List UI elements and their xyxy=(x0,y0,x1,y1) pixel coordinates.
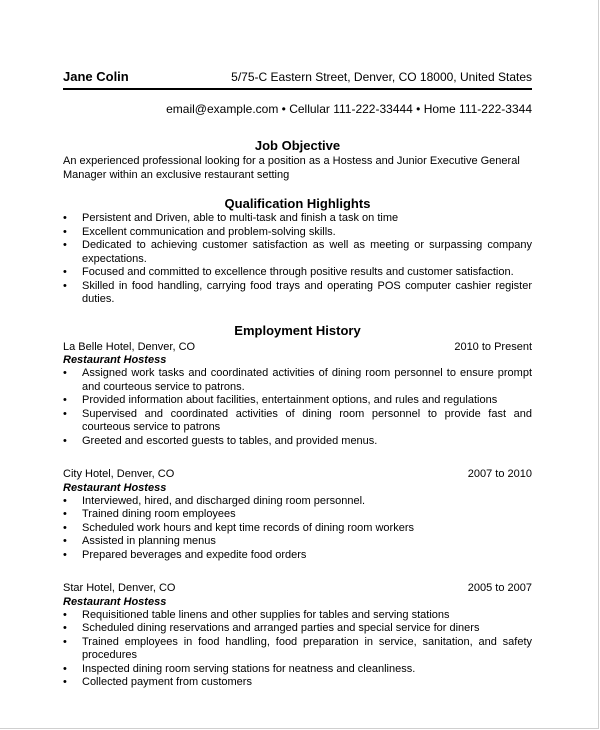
candidate-address: 5/75-C Eastern Street, Denver, CO 18000, United States xyxy=(231,70,532,84)
objective-title: Job Objective xyxy=(254,138,341,153)
candidate-contact: email@example.com • Cellular 111-222-33444 • Home 111-222-3344 xyxy=(166,102,532,116)
highlights-list xyxy=(63,212,532,307)
bullet-icon: • xyxy=(63,508,67,520)
header-divider xyxy=(63,88,532,90)
bullet-icon: • xyxy=(63,635,67,648)
list-item xyxy=(63,609,532,623)
list-item xyxy=(63,495,532,509)
bullet-icon: • xyxy=(63,608,67,621)
highlight-text: Dedicated to achieving customer satisfaction as well as meeting or surpassing company expectations. xyxy=(82,239,532,265)
resume-content xyxy=(63,69,532,690)
list-item xyxy=(63,212,532,226)
bullet-icon: • xyxy=(63,662,67,675)
job-company: La Belle Hotel, Denver, CO xyxy=(63,340,196,353)
bullet-icon: • xyxy=(63,434,67,447)
job-dates: 2007 to 2010 xyxy=(467,468,532,480)
duty-text: Inspected dining room serving stations for neatness and cleanliness. xyxy=(82,662,416,675)
highlight-text: Persistent and Driven, able to multi-task and finish a task on time xyxy=(82,212,399,224)
duty-text: Provided information about facilities, entertainment options, and rules and regulations xyxy=(82,394,498,406)
list-item xyxy=(63,535,532,549)
duty-text: Trained dining room employees xyxy=(82,508,236,520)
duty-text: Interviewed, hired, and discharged dining room personnel. xyxy=(82,494,366,507)
duty-text: Assisted in planning menus xyxy=(82,535,216,547)
bullet-icon: • xyxy=(63,548,67,561)
list-item xyxy=(63,367,532,394)
duty-text: Collected payment from customers xyxy=(82,676,252,688)
highlights-title: Qualification Highlights xyxy=(224,196,371,211)
employment-title: Employment History xyxy=(234,322,361,338)
job-header xyxy=(63,468,532,482)
list-item xyxy=(63,408,532,435)
duty-text: Greeted and escorted guests to tables, and provided menus. xyxy=(82,434,378,447)
job-duties xyxy=(63,609,532,690)
bullet-icon: • xyxy=(63,239,67,251)
list-item xyxy=(63,663,532,677)
job-header xyxy=(63,582,532,596)
duty-text: Prepared beverages and expedite food orders xyxy=(82,548,307,561)
job-entry xyxy=(63,341,532,449)
bullet-icon: • xyxy=(63,394,67,406)
duty-text: Assigned work tasks and coordinated activities of dining room personnel to ensure prompt and courteous service to patrons. xyxy=(82,367,532,393)
highlight-text: Skilled in food handling, carrying food trays and operating POS computer cashier register duties. xyxy=(82,279,532,305)
job-header xyxy=(63,341,532,355)
bullet-icon: • xyxy=(63,407,67,420)
list-item xyxy=(63,266,532,280)
list-item xyxy=(63,435,532,449)
bullet-icon: • xyxy=(63,266,67,278)
highlight-text: Excellent communication and problem-solving skills. xyxy=(82,225,336,238)
bullet-icon: • xyxy=(63,279,67,292)
bullet-icon: • xyxy=(63,521,67,534)
duty-text: Trained employees in food handling, food preparation in service, sanitation, and safety procedures xyxy=(82,635,532,661)
job-duties xyxy=(63,367,532,448)
job-company: City Hotel, Denver, CO xyxy=(63,468,175,480)
candidate-name: Jane Colin xyxy=(63,69,129,84)
duty-text: Requisitioned table linens and other supplies for tables and serving stations xyxy=(82,608,450,621)
duty-text: Scheduled work hours and kept time records of dining room workers xyxy=(82,521,414,534)
job-company: Star Hotel, Denver, CO xyxy=(63,582,176,594)
list-item xyxy=(63,622,532,636)
list-item xyxy=(63,508,532,522)
job-dates: 2005 to 2007 xyxy=(467,582,532,594)
list-item xyxy=(63,394,532,408)
list-item xyxy=(63,522,532,536)
highlight-text: Focused and committed to excellence through positive results and customer satisfaction. xyxy=(82,266,514,278)
resume-header xyxy=(63,69,532,86)
job-dates: 2010 to Present xyxy=(454,340,532,353)
job-role: Restaurant Hostess xyxy=(63,595,167,608)
job-entry xyxy=(63,468,532,562)
list-item xyxy=(63,636,532,663)
list-item xyxy=(63,676,532,690)
job-role: Restaurant Hostess xyxy=(63,481,167,494)
bullet-icon: • xyxy=(63,622,67,634)
objective-text: An experienced professional looking for a position as a Hostess and Junior Executive General Manager within an exclusive restaurant setting xyxy=(63,155,520,181)
list-item xyxy=(63,239,532,266)
job-role: Restaurant Hostess xyxy=(63,354,167,366)
duty-text: Scheduled dining reservations and arranged parties and special service for diners xyxy=(82,622,480,634)
list-item xyxy=(63,549,532,563)
bullet-icon: • xyxy=(63,367,67,379)
job-duties xyxy=(63,495,532,563)
list-item xyxy=(63,226,532,240)
job-entry xyxy=(63,582,532,690)
duty-text: Supervised and coordinated activities of dining room personnel to provide fast and courteous service to patrons xyxy=(82,407,532,433)
bullet-icon: • xyxy=(63,676,67,688)
list-item xyxy=(63,280,532,307)
bullet-icon: • xyxy=(63,212,67,224)
bullet-icon: • xyxy=(63,225,67,238)
bullet-icon: • xyxy=(63,494,67,507)
bullet-icon: • xyxy=(63,535,67,547)
